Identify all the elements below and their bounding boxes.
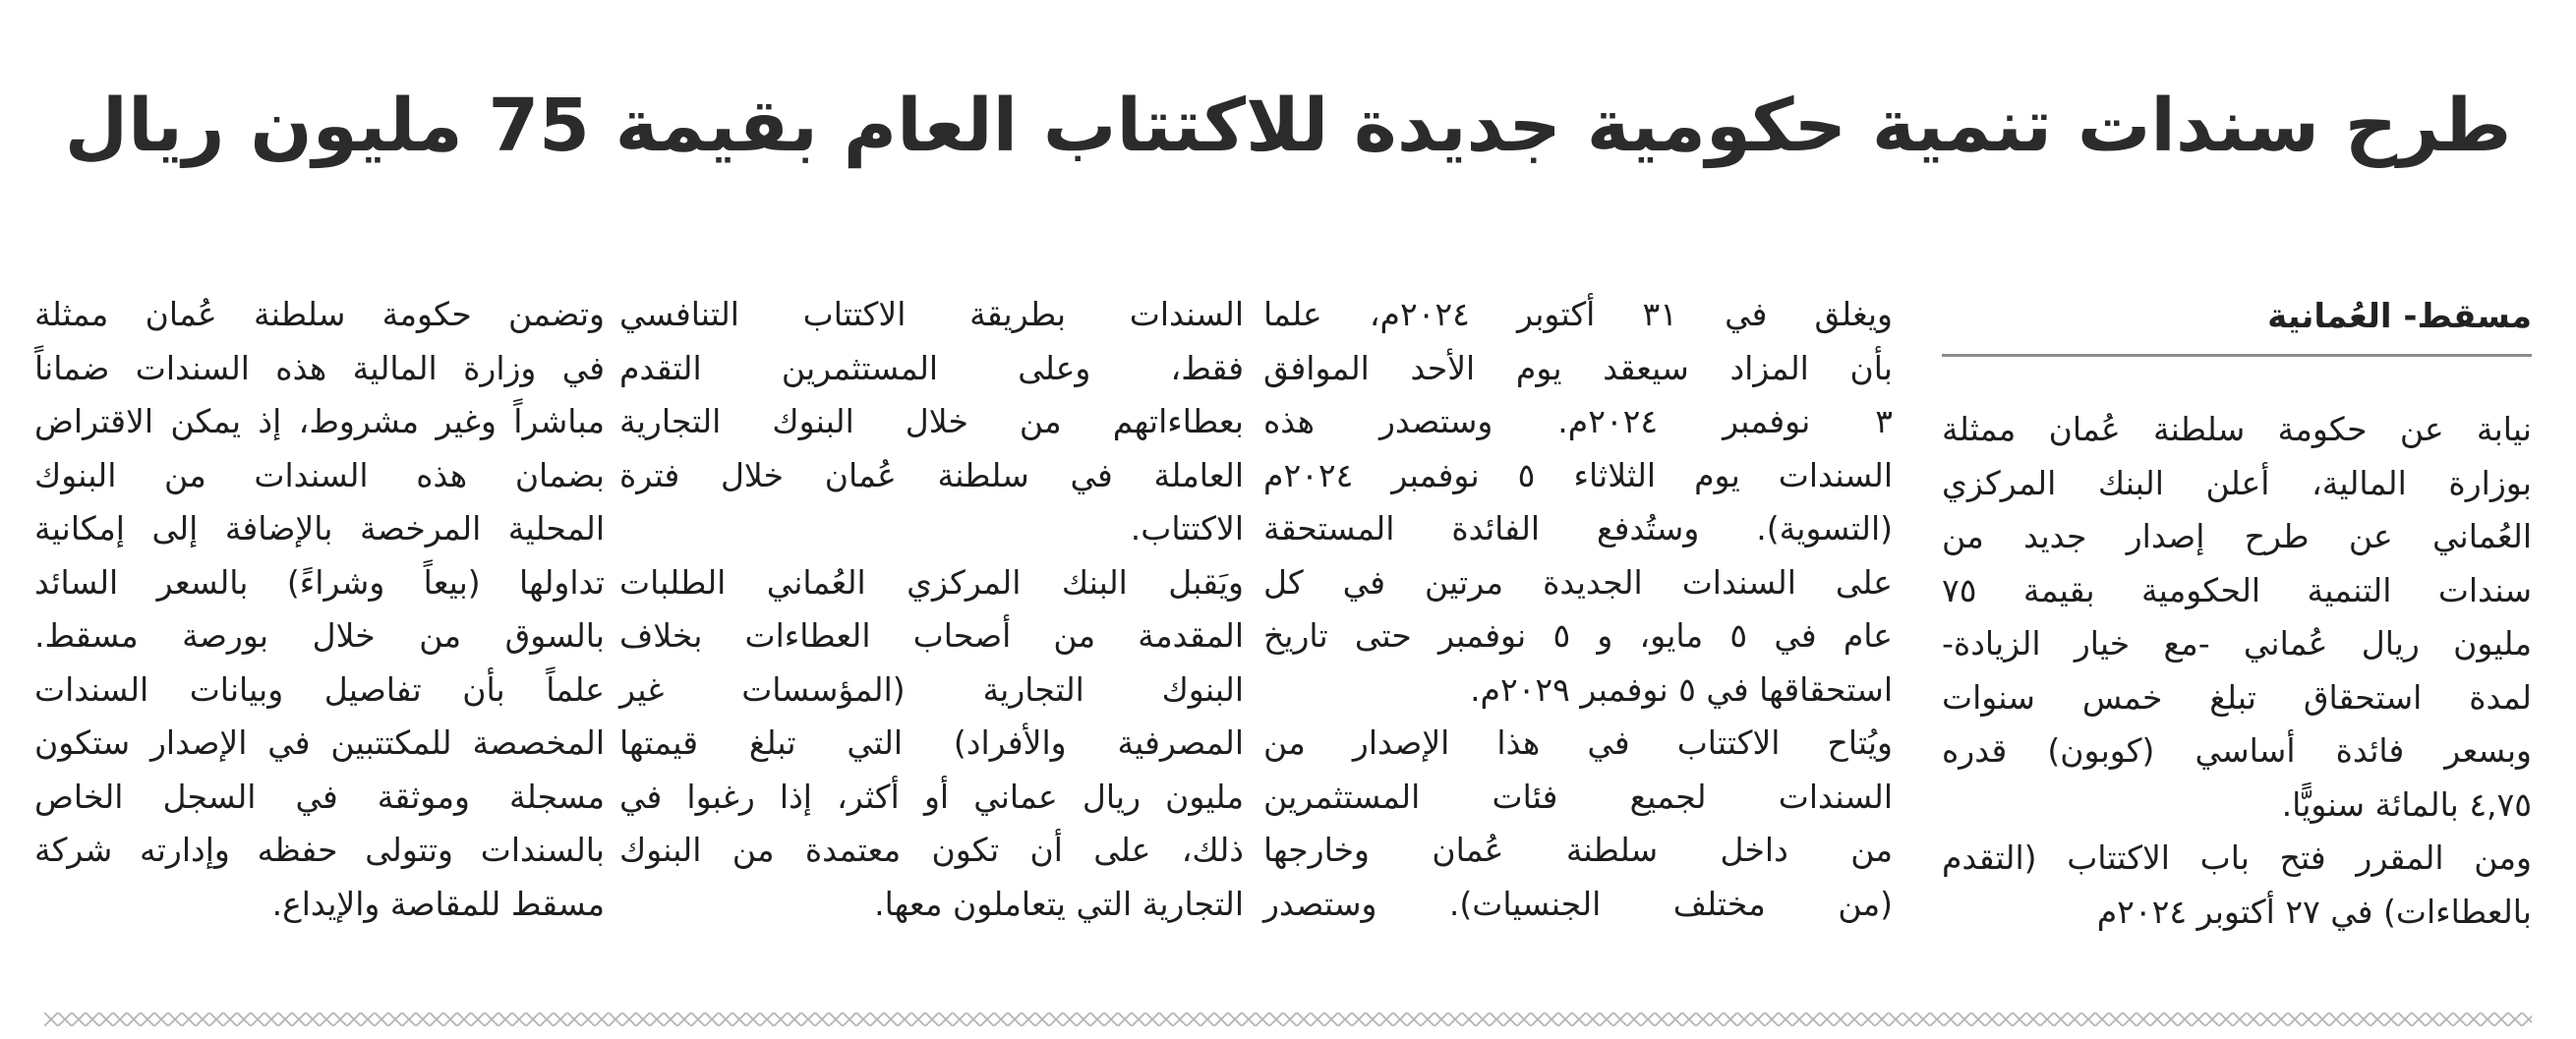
text-line: فقط، وعلى المستثمرين التقدم: [619, 348, 1244, 387]
text-line: مسقط للمقاصة والإيداع.: [271, 884, 605, 923]
text-line: علماً بأن تفاصيل وبيانات السندات: [34, 669, 605, 709]
text-line: المحلية المرخصة بالإضافة إلى إمكانية: [34, 509, 605, 548]
text-line: ذلك، على أن تكون معتمدة من البنوك: [619, 831, 1244, 869]
text-line: مليون ريال عُماني -مع خيار الزيادة-: [1942, 624, 2532, 663]
text-line: بضمان هذه السندات من البنوك: [34, 455, 605, 494]
text-line: على السندات الجديدة مرتين في كل: [1263, 562, 1893, 602]
text-line: ويُتاح الاكتتاب في هذا الإصدار من: [1263, 723, 1893, 762]
text-line: ويَقبل البنك المركزي العُماني الطلبات: [619, 562, 1244, 602]
article-column-4: [34, 288, 605, 931]
text-line: ٣ نوفمبر ٢٠٢٤م. وستصدر هذه: [1263, 402, 1893, 440]
byline: مسقط- العُمانية: [2267, 297, 2532, 336]
text-line: نيابة عن حكومة سلطنة عُمان ممثلة: [1942, 410, 2532, 448]
text-line: وتضمن حكومة سلطنة عُمان ممثلة: [34, 295, 605, 333]
text-line: العُماني عن طرح إصدار جديد من: [1942, 517, 2532, 555]
text-line: استحقاقها في ٥ نوفمبر ٢٠٢٩م.: [1470, 669, 1893, 709]
text-line: مباشراً وغير مشروط، إذ يمكن الاقتراض: [34, 402, 605, 440]
article-column-2: [1263, 288, 1893, 931]
text-line: مليون ريال عماني أو أكثر، إذا رغبوا في: [619, 777, 1244, 816]
text-line: بالعطاءات) في ٢٧ أكتوبر ٢٠٢٤م: [2096, 892, 2532, 931]
text-line: المقدمة من أصحاب العطاءات بخلاف: [619, 616, 1244, 655]
text-line: بالسوق من خلال بورصة مسقط.: [34, 616, 605, 655]
text-line: ومن المقرر فتح باب الاكتتاب (التقدم: [1942, 838, 2532, 877]
text-line: بالسندات وتتولى حفظه وإدارته شركة: [34, 831, 605, 869]
text-line: عام في ٥ مايو، و ٥ نوفمبر حتى تاريخ: [1263, 616, 1893, 655]
text-line: تداولها (بيعاً وشراءً) بالسعر السائد: [34, 562, 605, 602]
text-line: مسجلة وموثقة في السجل الخاص: [34, 777, 605, 816]
text-line: ٤,٧٥ بالمائة سنويًّا.: [2281, 784, 2532, 824]
text-line: السندات بطريقة الاكتتاب التنافسي: [619, 295, 1244, 333]
text-line: من داخل سلطنة عُمان وخارجها: [1263, 831, 1893, 869]
text-line: وبسعر فائدة أساسي (كوبون) قدره: [1942, 731, 2532, 770]
bottom-ornamental-divider: [44, 1012, 2532, 1026]
text-line: المصرفية والأفراد) التي تبلغ قيمتها: [619, 723, 1244, 762]
article-column-3: [619, 288, 1244, 931]
text-line: في وزارة المالية هذه السندات ضماناً: [34, 348, 605, 387]
text-line: بأن المزاد سيعقد يوم الأحد الموافق: [1263, 348, 1893, 387]
byline-divider: [1942, 354, 2532, 357]
text-line: المخصصة للمكتتبين في الإصدار ستكون: [34, 723, 605, 762]
text-line: (التسوية). وستُدفع الفائدة المستحقة: [1263, 509, 1893, 548]
text-line: سندات التنمية الحكومية بقيمة ٧٥: [1942, 570, 2532, 609]
text-line: بعطاءاتهم من خلال البنوك التجارية: [619, 402, 1244, 440]
text-line: السندات يوم الثلاثاء ٥ نوفمبر ٢٠٢٤م: [1263, 455, 1893, 494]
headline: طرح سندات تنمية حكومية جديدة للاكتتاب العام بقيمة 75 مليون ريال: [64, 84, 2512, 168]
text-line: العاملة في سلطنة عُمان خلال فترة: [619, 455, 1244, 494]
text-line: الاكتتاب.: [1130, 509, 1244, 548]
text-line: ويغلق في ٣١ أكتوبر ٢٠٢٤م، علما: [1263, 295, 1893, 333]
text-line: بوزارة المالية، أعلن البنك المركزي: [1942, 463, 2532, 502]
text-line: التجارية التي يتعاملون معها.: [874, 884, 1244, 923]
text-line: لمدة استحقاق تبلغ خمس سنوات: [1942, 677, 2532, 717]
text-line: البنوك التجارية (المؤسسات غير: [619, 669, 1244, 709]
article-column-1: [1942, 403, 2532, 939]
text-line: (من مختلف الجنسيات). وستصدر: [1263, 884, 1893, 923]
text-line: السندات لجميع فئات المستثمرين: [1263, 777, 1893, 816]
